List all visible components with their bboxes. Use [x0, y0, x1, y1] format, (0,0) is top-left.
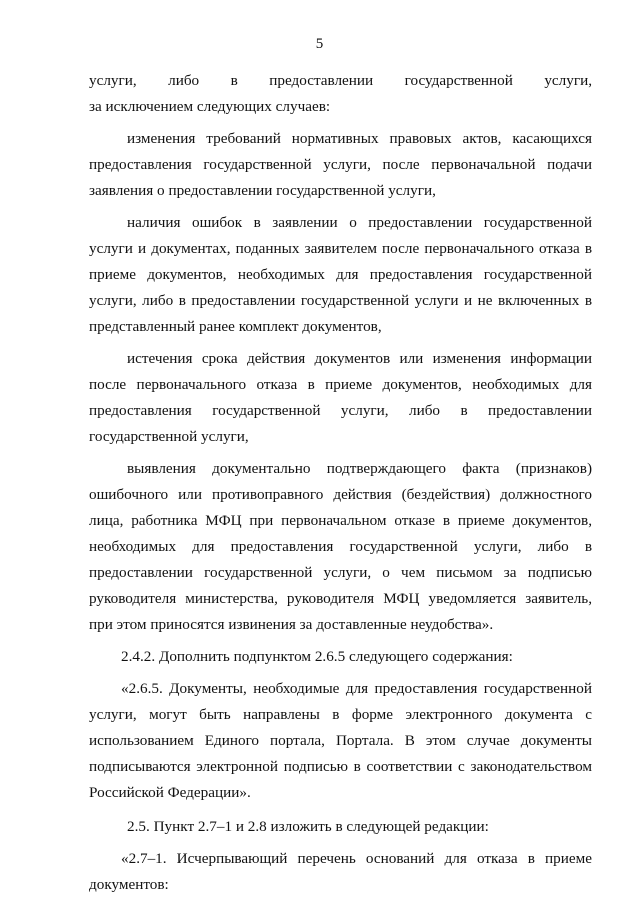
paragraph-clause-2-7-1: «2.7–1. Исчерпывающий перечень оснований для отказа в приеме документов:: [89, 850, 592, 893]
paragraph-intro-line-1: услуги, либо в предоставлении государственной услуги,: [89, 72, 592, 89]
paragraph-application-errors: наличия ошибок в заявлении о предоставлении государственной услуги и документах, поданных заявителем после первоначального отказа в приеме документов, необходимых для предоставления государственной услуги, либо в предоставлении государственной услуги и не включенных в представленный ранее комплект документов,: [89, 214, 592, 335]
paragraph-document-expiry: истечения срока действия документов или изменения информации после первоначального отказа в приеме документов, необходимых для предоставления государственной услуги, либо в предоставлении государственной услуги,: [89, 350, 592, 445]
paragraph-unlawful-action: выявления документально подтверждающего факта (признаков) ошибочного или противоправного действия (бездействия) должностного лица, работника МФЦ при первоначальном отказе в приеме документов, необходимых для предоставления государственной услуги, либо в предоставлении государственной услуги, о чем письмом за подписью руководителя министерства, руководителя МФЦ уведомляется заявитель, при этом приносятся извинения за доставленные неудобства».: [89, 460, 592, 633]
paragraph-clause-2-4-2: 2.4.2. Дополнить подпунктом 2.6.5 следующего содержания:: [121, 648, 513, 665]
paragraph-requirements-change: изменения требований нормативных правовых актов, касающихся предоставления государственной услуги, после первоначальной подачи заявления о предоставлении государственной услуги,: [89, 130, 592, 199]
paragraph-intro: [89, 68, 592, 120]
paragraph-intro-line-2: за исключением следующих случаев:: [89, 98, 331, 115]
paragraph-clause-2-6-5: «2.6.5. Документы, необходимые для предоставления государственной услуги, могут быть направлены в форме электронного документа с использованием Единого портала, Портала. В этом случае документы подписываются электронной подписью в соответствии с законодательством Российской Федерации».: [89, 680, 592, 801]
paragraph-clause-2-5: 2.5. Пункт 2.7–1 и 2.8 изложить в следующей редакции:: [127, 818, 489, 835]
page-number: 5: [315, 36, 324, 52]
